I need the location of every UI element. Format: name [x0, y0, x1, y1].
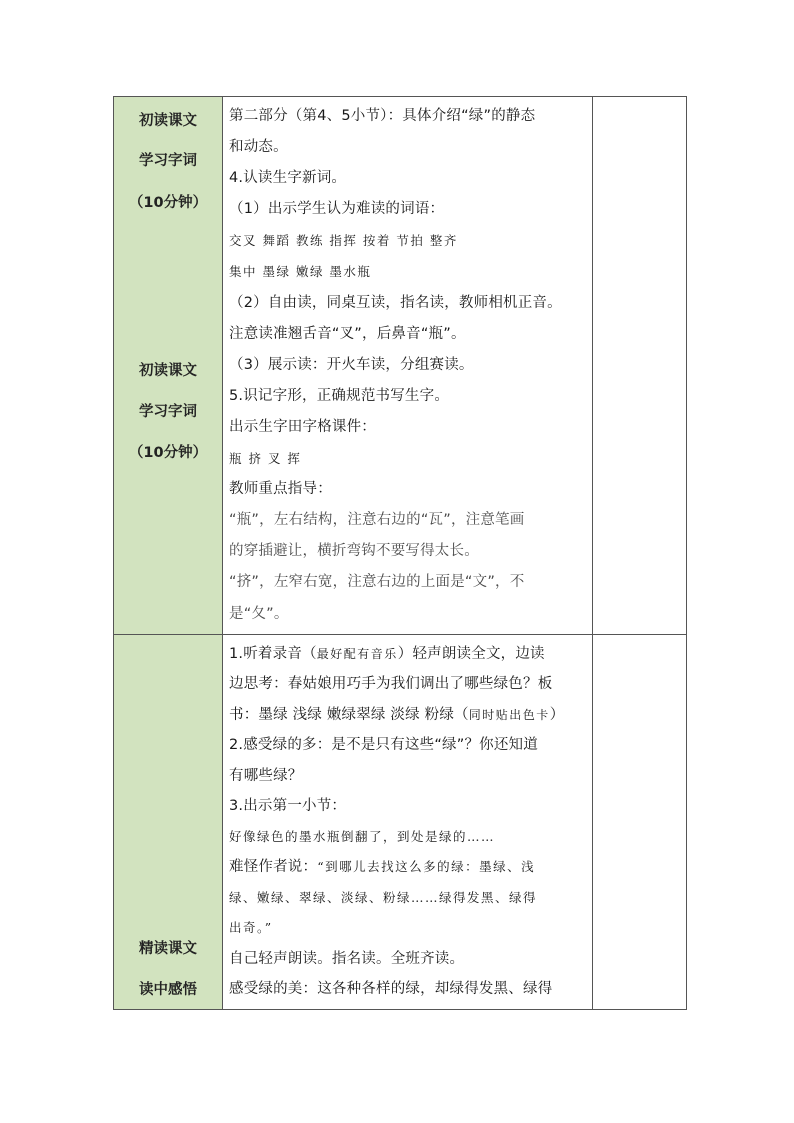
- text-line: “挤”，左窄右宽，注意右边的上面是“文”，不: [229, 574, 525, 591]
- text-line: 自己轻声朗读。指名读。全班齐读。: [229, 950, 465, 967]
- content-cell: [223, 97, 593, 635]
- text-line: 第二部分（第4、5小节）：具体介绍“绿”的静态: [229, 108, 536, 124]
- notes-cell: [593, 97, 687, 635]
- text-line: 和动态。: [229, 139, 288, 156]
- annotation-text: 最好配有音乐: [316, 646, 398, 661]
- text-line: “瓶”，左右结构，注意右边的“瓦”，注意笔画: [229, 512, 525, 529]
- quote-line: 绿、嫩绿、翠绿、淡绿、粉绿……绿得发黑、绿得: [229, 889, 538, 905]
- stage-subtitle: 学习字词: [139, 153, 197, 169]
- text-line: 教师重点指导：: [229, 481, 332, 498]
- annotation-text: 同时贴出色卡: [468, 707, 550, 722]
- stage-title: 精读课文: [139, 940, 197, 957]
- stage-title: 初读课文: [139, 113, 197, 129]
- text-line: 是“夂”。: [229, 605, 289, 622]
- stage-subtitle: 读中感悟: [139, 981, 197, 998]
- text-line: 注意读准翘舌音“叉”，后鼻音“瓶”。: [229, 325, 466, 342]
- characters-line: 瓶 挤 叉 挥: [229, 451, 302, 467]
- quote-text: “到哪儿去找这么多的绿：墨绿、浅: [317, 859, 536, 875]
- text-line: 1.听着录音（最好配有音乐）轻声朗读全文，边读: [229, 645, 545, 662]
- text-line: 5.识记字形，正确规范书写生字。: [229, 387, 450, 404]
- text-line: （2）自由读，同桌互读，指名读，教师相机正音。: [229, 294, 562, 311]
- text-line: 2.感受绿的多：是不是只有这些“绿”？你还知道: [229, 737, 538, 754]
- text-line: 感受绿的美：这各种各样的绿，却绿得发黑、绿得: [229, 981, 553, 998]
- text-line: 边思考：春姑娘用巧手为我们调出了哪些绿色？板: [229, 676, 553, 693]
- table-row: [114, 634, 687, 1009]
- text-line: 有哪些绿？: [229, 767, 303, 784]
- lesson-plan-table: [113, 96, 687, 1010]
- text-line: 4.认读生字新词。: [229, 170, 347, 187]
- stage-title: 初读课文: [139, 363, 197, 379]
- vocab-line: 集中 墨绿 嫩绿 墨水瓶: [229, 264, 372, 280]
- text-line: 出示生字田字格课件：: [229, 418, 376, 435]
- text-line: 难怪作者说：“到哪儿去找这么多的绿：墨绿、浅: [229, 859, 536, 876]
- stage-cell: [114, 97, 223, 635]
- text-line: 3.出示第一小节：: [229, 798, 347, 815]
- vocab-line: 交叉 舞蹈 教练 指挥 按着 节拍 整齐: [229, 233, 458, 249]
- text-line: （3）展示读：开火车读，分组赛读。: [229, 356, 474, 373]
- content-cell: [223, 634, 593, 1009]
- table-row: [114, 97, 687, 635]
- text-line: 的穿插避让，横折弯钩不要写得太长。: [229, 543, 479, 560]
- text-line: 书：墨绿 浅绿 嫩绿翠绿 淡绿 粉绿（同时贴出色卡）: [229, 706, 565, 723]
- notes-cell: [593, 634, 687, 1009]
- stage-subtitle: 学习字词: [139, 404, 197, 420]
- stage-duration: （10分钟）: [128, 445, 208, 461]
- quote-line: 出奇。”: [229, 920, 273, 936]
- text-line: （1）出示学生认为难读的词语：: [229, 201, 445, 218]
- stage-cell: [114, 634, 223, 1009]
- quote-line: 好像绿色的墨水瓶倒翻了，到处是绿的……: [229, 828, 496, 844]
- stage-duration: （10分钟）: [128, 195, 208, 211]
